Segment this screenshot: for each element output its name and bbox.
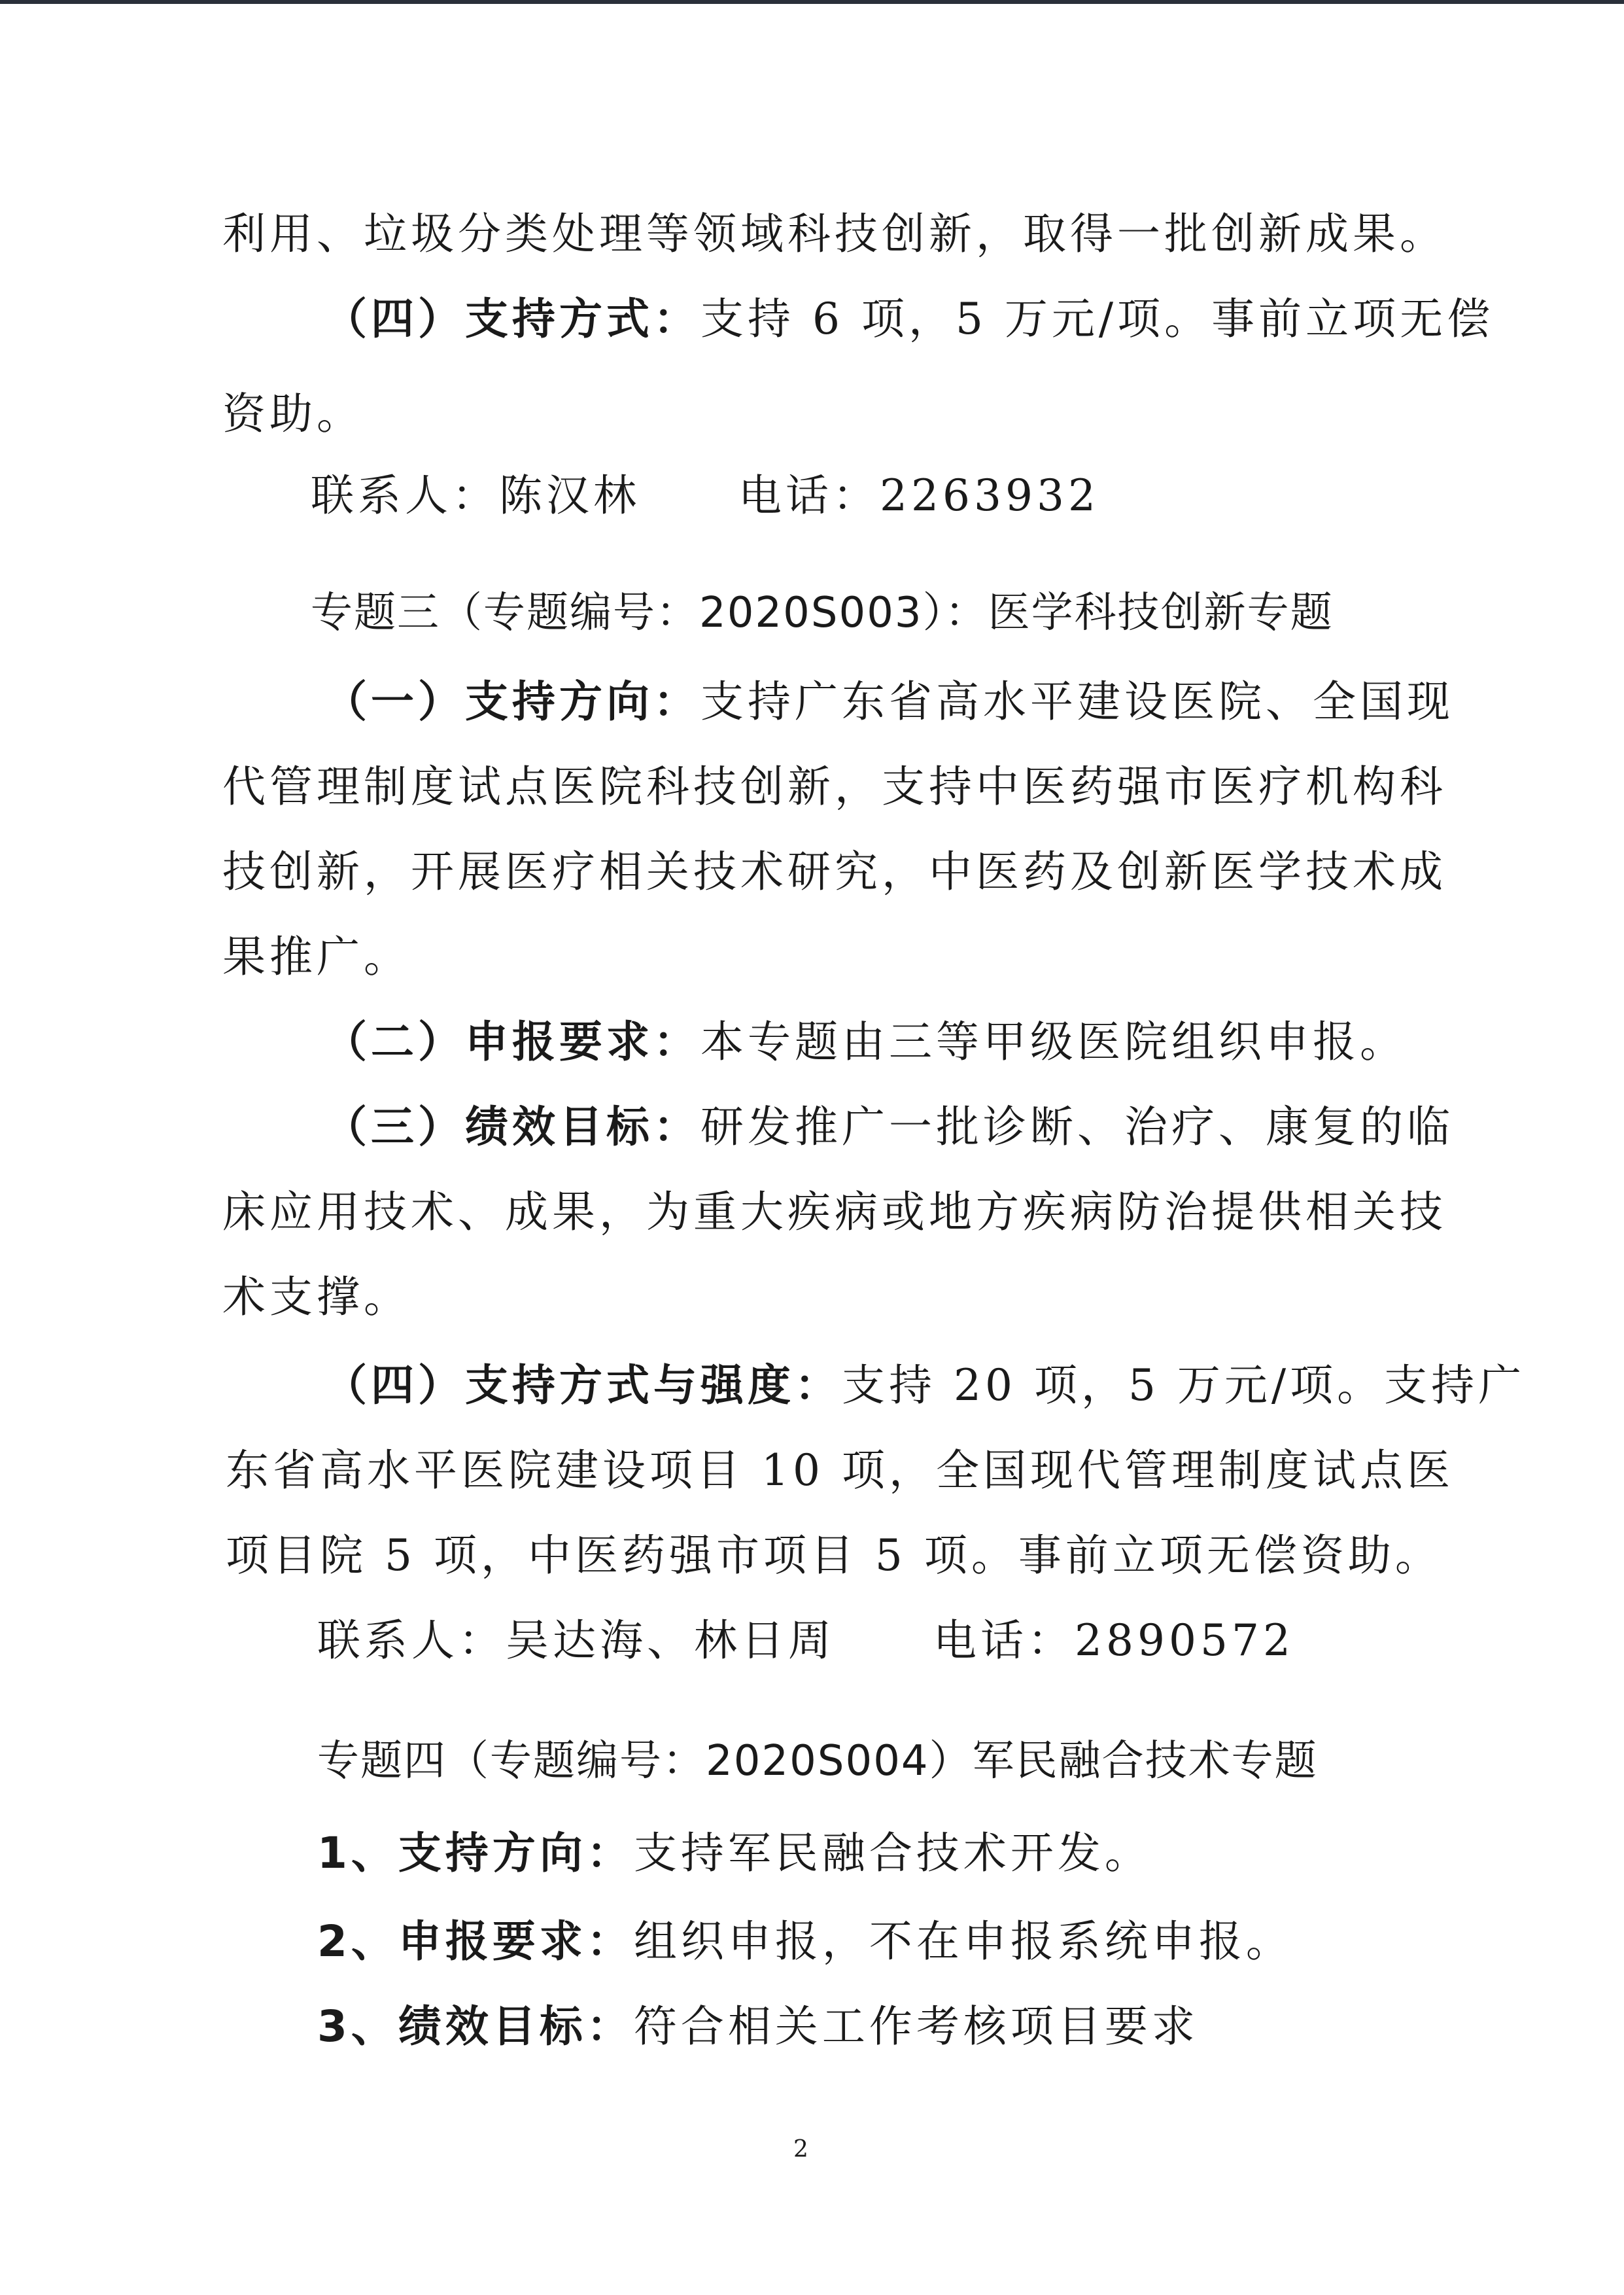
topic4-item3-text: 符合相关工作考核项目要求 [633,2001,1199,2052]
scan-edge [0,0,1624,4]
topic3-direction-label: （一）支持方向： [324,676,700,727]
topic4-item1-line [317,1828,1152,1878]
topic2-support-line-2: 资助。 [222,389,364,439]
page-number: 2 [793,2136,808,2163]
topic4-item1-text: 支持军民融合技术开发。 [633,1828,1152,1878]
topic4-heading: 专题四（专题编号：2020S004）军民融合技术专题 [317,1737,1318,1785]
topic3-goal-label: （三）绩效目标： [324,1102,700,1152]
topic3-heading: 专题三（专题编号：2020S003）：医学科技创新专题 [311,589,1334,637]
topic4-item2-label: 2、申报要求： [317,1916,634,1967]
topic3-requirement-label: （二）申报要求： [324,1017,700,1067]
topic3-support-line [324,1360,1526,1410]
topic4-item3-line [317,2001,1199,2052]
topic2-contact: 联系人：陈汉林 [311,470,640,521]
topic3-requirement-line [324,1017,1407,1067]
topic3-direction-line-3: 技创新，开展医疗相关技术研究，中医药及创新医学技术成 [222,847,1447,897]
topic3-direction-text: 支持广东省高水平建设医院、全国现 [700,676,1454,727]
topic3-phone: 电话：2890572 [933,1615,1294,1666]
topic2-contact-line [311,470,1099,521]
topic2-support-label: （四）支持方式： [324,294,700,344]
topic3-direction-line [324,676,1454,727]
topic3-support-text: 支持 20 项，5 万元/项。支持广 [842,1360,1526,1410]
topic3-goal-line-3: 术支撑。 [222,1272,411,1322]
topic3-contact: 联系人：吴达海、林日周 [317,1615,835,1666]
intro-tail-line: 利用、垃圾分类处理等领域科技创新，取得一批创新成果。 [222,209,1447,259]
topic3-support-line-3: 项目院 5 项，中医药强市项目 5 项。事前立项无偿资助。 [226,1530,1442,1581]
topic3-direction-line-4: 果推广。 [222,932,411,982]
topic3-contact-line [317,1615,1294,1666]
topic2-support-text: 支持 6 项，5 万元/项。事前立项无偿 [700,294,1494,344]
topic2-support-line [324,294,1494,344]
topic3-goal-line [324,1102,1454,1152]
topic3-goal-line-2: 床应用技术、成果，为重大疾病或地方疾病防治提供相关技 [222,1187,1447,1237]
topic4-item2-text: 组织申报，不在申报系统申报。 [633,1916,1293,1967]
topic4-item2-line [317,1916,1293,1967]
topic3-goal-text: 研发推广一批诊断、治疗、康复的临 [700,1102,1454,1152]
topic4-item1-label: 1、支持方向： [317,1828,634,1878]
topic3-support-label: （四）支持方式与强度： [324,1360,842,1410]
topic3-requirement-text: 本专题由三等甲级医院组织申报。 [700,1017,1407,1067]
topic3-support-line-2: 东省高水平医院建设项目 10 项，全国现代管理制度试点医 [226,1445,1454,1496]
topic2-phone: 电话：2263932 [738,470,1099,521]
topic4-item3-label: 3、绩效目标： [317,2001,634,2052]
topic3-direction-line-2: 代管理制度试点医院科技创新，支持中医药强市医疗机构科 [222,762,1447,812]
